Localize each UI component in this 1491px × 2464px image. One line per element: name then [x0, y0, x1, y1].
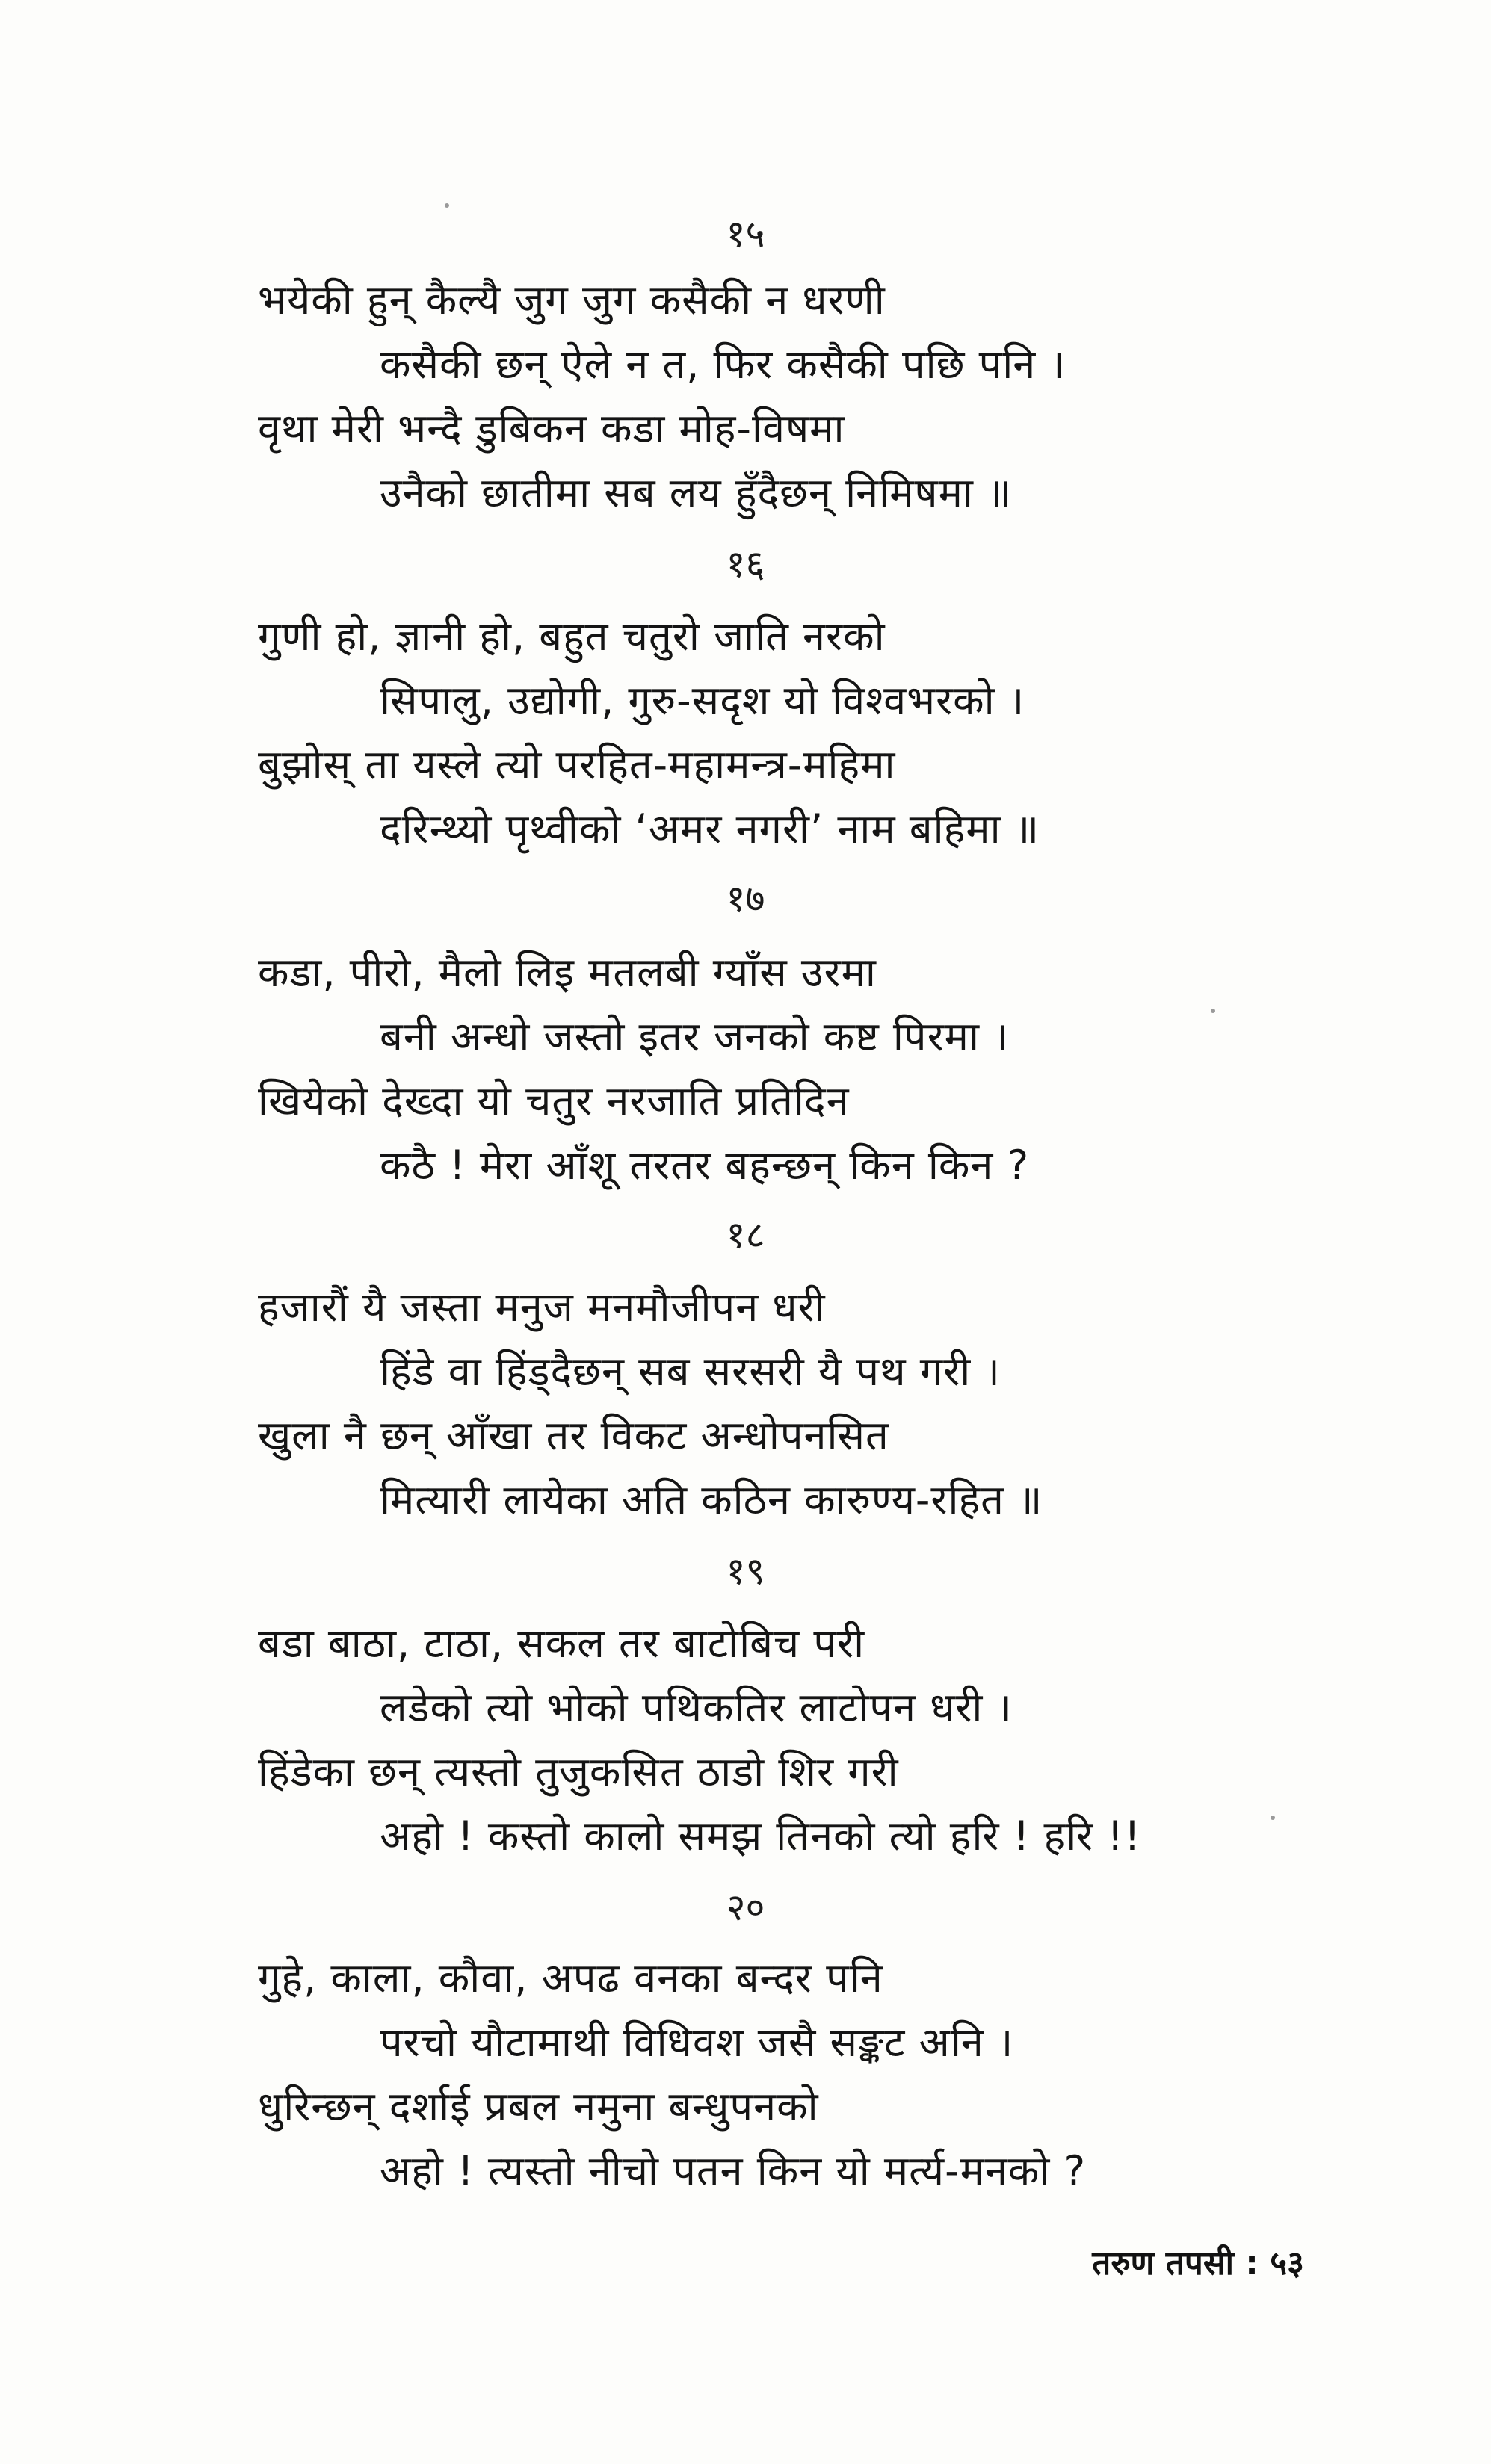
verse-line: भयेकी हुन् कैल्यै जुग जुग कसैकी न धरणी [258, 276, 886, 324]
stanza-number: १६ [726, 542, 765, 586]
verse-line: हिंडे वा हिंड्दैछन् सब सरसरी यै पथ गरी । [380, 1348, 1001, 1395]
verse-line: कसैकी छन् ऐले न त, फिर कसैकी पछि पनि । [380, 341, 1066, 388]
page-speck [1211, 1009, 1215, 1013]
verse-line: उनैको छातीमा सब लय हुँदैछन् निमिषमा ॥ [380, 469, 1013, 516]
verse-line: हजारौं यै जस्ता मनुज मनमौजीपन धरी [258, 1284, 826, 1331]
verse-line: लडेको त्यो भोको पथिकतिर लाटोपन धरी । [380, 1684, 1013, 1731]
stanza-number: १९ [726, 1550, 765, 1593]
verse-line: कठै ! मेरा आँशू तरतर बहन्छन् किन किन ? [380, 1142, 1030, 1189]
page-footer [1092, 2241, 1304, 2286]
verse-line: अहो ! त्यस्तो नीचो पतन किन यो मर्त्य-मनको ? [380, 2147, 1087, 2194]
book-title: तरुण तपसी [1092, 2244, 1234, 2282]
verse-line: परचो यौटामाथी विधिवश जसै सङ्कट अनि । [380, 2019, 1014, 2066]
verse-line: हिंडेका छन् त्यस्तो तुजुकसित ठाडो शिर गरी [258, 1748, 899, 1795]
verse-line: खियेको देख्दा यो चतुर नरजाति प्रतिदिन [258, 1077, 850, 1124]
verse-line: बनी अन्धो जस्तो इतर जनको कष्ट पिरमा । [380, 1013, 1010, 1060]
page-number: ५३ [1270, 2244, 1304, 2282]
stanza-number: १५ [726, 212, 765, 256]
verse-line: गुणी हो, ज्ञानी हो, बहुत चतुरो जाति नरको [258, 613, 886, 660]
verse-line: मित्यारी लायेका अति कठिन कारुण्य-रहित ॥ [380, 1476, 1043, 1523]
verse-line: दरिन्थ्यो पृथ्वीको ‘अमर नगरी’ नाम बहिमा ॥ [380, 805, 1040, 852]
verse-line: अहो ! कस्तो कालो समझ तिनको त्यो हरि ! हरि !! [380, 1813, 1141, 1860]
verse-line: सिपालु, उद्योगी, गुरु-सदृश यो विश्वभरको । [380, 677, 1025, 724]
verse-line: खुला नै छन् आँखा तर विकट अन्धोपनसित [258, 1412, 889, 1459]
stanza-number: १८ [726, 1213, 765, 1257]
verse-line: बडा बाठा, टाठा, सकल तर बाटोबिच परी [258, 1620, 865, 1667]
footer-separator: : [1245, 2244, 1259, 2282]
verse-line: कडा, पीरो, मैलो लिइ मतलबी ग्याँस उरमा [258, 949, 877, 996]
stanza-number: २० [726, 1886, 765, 1929]
verse-line: बुझोस् ता यस्ले त्यो परहित-महामन्त्र-महिमा [258, 741, 896, 788]
verse-line: वृथा मेरी भन्दै डुबिकन कडा मोह-विषमा [258, 405, 845, 452]
verse-line: गुहे, काला, कौवा, अपढ वनका बन्दर पनि [258, 1954, 883, 2002]
page-speck [1271, 1816, 1275, 1820]
verse-line: धुरिन्छन् दर्शाई प्रबल नमुना बन्धुपनको [258, 2083, 819, 2130]
stanza-number: १७ [726, 877, 765, 920]
